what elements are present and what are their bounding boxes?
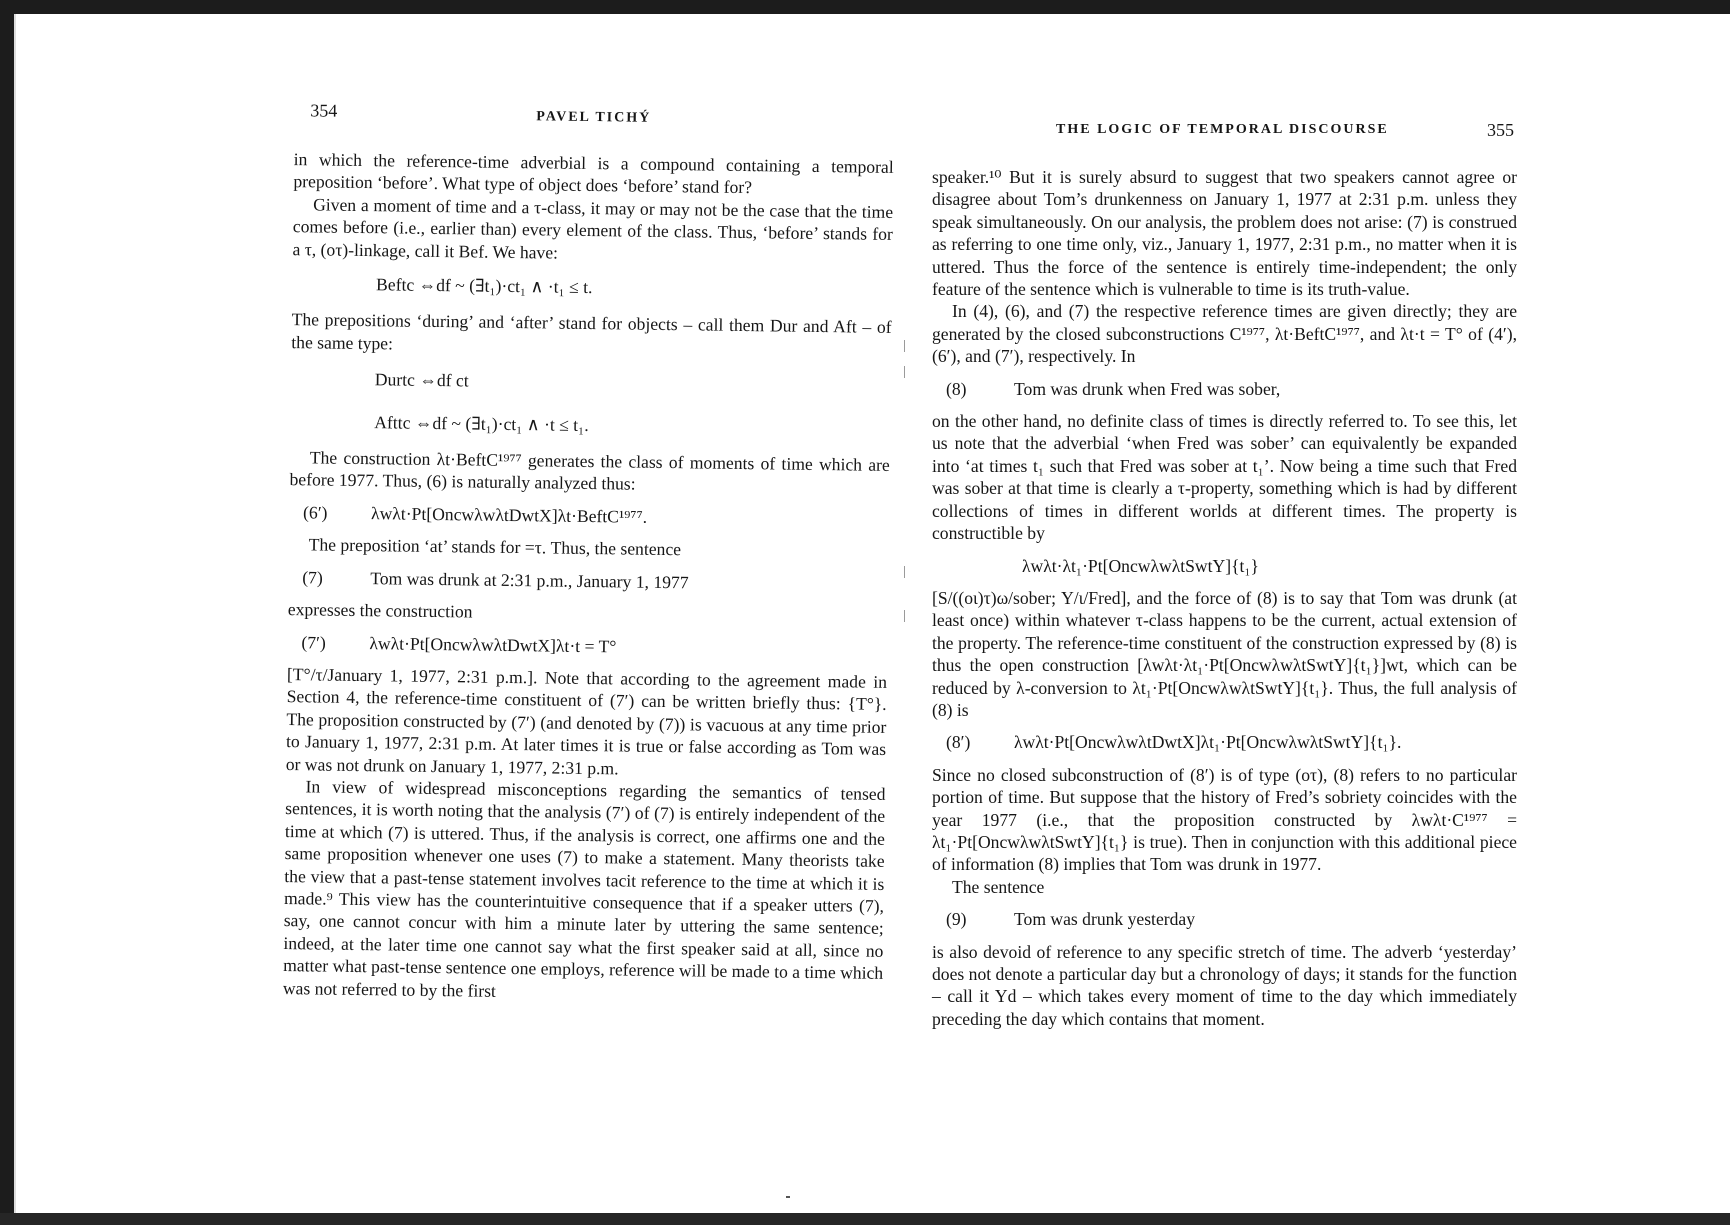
- paragraph: The preposition ‘at’ stands for =τ. Thus, the sentence: [308, 534, 682, 560]
- paragraph: The prepositions ‘during’ and ‘after’ stand for objects – call them Dur and Aft – of the same type:: [291, 309, 892, 354]
- scan-speck: [786, 1196, 790, 1198]
- paragraph: Since no closed subconstruction of (8′) is of type (οτ), (8) refers to no particular portion of time. But suppose that the history of Fred’s sobriety coincides with the year 1977 (i.e., that the proposition constructed by λwλt·C¹⁹⁷⁷ = λt₁·Pt[OncwλwλtSwtY]{t₁} is true). Then in conjunction with this additional piece of information (8) implies that Tom was drunk in 1977.: [932, 764, 1517, 875]
- example-label: (6′): [302, 502, 328, 523]
- example-sentence: Tom was drunk when Fred was sober,: [1014, 378, 1281, 399]
- example-9: [932, 908, 1517, 930]
- paragraph: speaker.¹⁰ But it is surely absurd to suggest that two speakers cannot agree or disagree about Tom’s drunkenness on January 1, 1977 at 2:31 p.m. unless they speak simultaneously. On our analysis, the problem does not arise: (7) is construed as referring to one time only, viz., January 1, 1977, 2:31 p.m., no matter when it is uttered. Thus the force of the sentence is entirely time-independent; the only feature of the sentence which is vulnerable to time is its truth-value.: [932, 167, 1517, 300]
- example-label: (8): [946, 378, 967, 399]
- paragraph: in which the reference-time adverbial is a compound containing a temporal preposition ‘before’. What type of object does ‘before’ stand for?: [293, 149, 894, 198]
- paragraph: on the other hand, no definite class of times is directly referred to. To see this, let us note that the adverbial ‘when Fred was sober’ can equivalently be expanded into ‘at times t₁ such that Fred was sober at t₁’. Now being a time such that Fred was sober at that time is clearly a τ-property, something which is had by different collections of times in different worlds at different times. The property is constructible by: [932, 411, 1517, 544]
- paragraph: [S/((οι)τ)ω/sober; Y/ι/Fred], and the force of (8) is to say that Tom was drunk (at least once) within whatever τ-class happens to be the current, actual extension of the property. The reference-time constituent of the construction expressed by (8) is thus the open construction [λwλt·λt₁·Pt[OncwλwλtSwtY]{t₁}]wt, which can be reduced by λ-conversion to λt₁·Pt[OncwλwλtSwtY]{t₁}. Thus, the full analysis of (8) is: [932, 587, 1517, 720]
- gutter-mark: [904, 340, 905, 352]
- left-text-column: [283, 148, 894, 1007]
- paragraph: is also devoid of reference to any specific stretch of time. The adverb ‘yesterday’ does not denote a particular day but a chronology of days; it stands for the function – call it Yd – which takes every moment of time to the day which immediately preceding the day which contains that moment.: [932, 941, 1517, 1029]
- paragraph: In view of widespread misconceptions regarding the semantics of tensed sentences, it is worth noting that the analysis (7′) of (7) is entirely independent of the time at which (7) is uttered. Thus, if the analysis is correct, one affirms one and the same proposition whenever one uses (7) to make a statement. Many theorists take the view that a past-tense statement involves tacit reference to the time at which it is made.⁹ This view has the counterintuitive consequence that if a speaker utters (7), say, one cannot concur with him a minute later by uttering the same sentence; indeed, at the later time one cannot say what the first speaker said at all, since no matter what past-tense sentence one employs, reference will be made to a time which was not referred to by the first: [282, 776, 886, 1001]
- paragraph: expresses the construction: [287, 599, 473, 622]
- gutter-mark: [904, 366, 905, 378]
- running-head: THE LOGIC OF TEMPORAL DISCOURSE: [1056, 122, 1389, 137]
- example-label: (9): [946, 909, 967, 930]
- example-8: [932, 378, 1517, 400]
- page-number: 355: [1487, 120, 1514, 140]
- example-8prime: [932, 731, 1517, 753]
- formula-dur-definition: Durtc ⇔df ct: [374, 369, 469, 391]
- gutter-mark: [904, 566, 905, 578]
- formula-aft-definition: Afttc ⇔df ~ (∃t₁)·ct₁ ∧ ·t ≤ t₁.: [374, 411, 589, 435]
- example-formula: λwλt·Pt[OncwλwλtDwtX]λt·BeftC¹⁹⁷⁷.: [370, 503, 648, 527]
- example-formula: λwλt·Pt[OncwλwλtDwtX]λt·t = T°: [369, 632, 617, 656]
- paragraph: [T°/τ/January 1, 1977, 2:31 p.m.]. Note that according to the agreement made in Section 4, the reference-time constituent of (7′) can be written briefly thus: {T°}. The proposition constructed by (7′) (and denoted by (7)) is vacuous at any time prior to January 1, 1977, 2:31 p.m. At later times it is true or false according as Tom was or was not drunk on January 1, 1977, 2:31 p.m.: [285, 663, 888, 778]
- paragraph: In (4), (6), and (7) the respective reference times are given directly; they are generated by the closed subconstructions C¹⁹⁷⁷, λt·BeftC¹⁹⁷⁷, and λt·t = T° of (4′), (6′), and (7′), respectively. In: [932, 301, 1517, 367]
- paragraph: Given a moment of time and a τ-class, it may or may not be the case that the time comes before (i.e., earlier than) every element of the class. Thus, ‘before’ stands for a τ, (οτ)-linkage, call it Bef. We have:: [292, 194, 894, 263]
- scan-border-left: [0, 0, 14, 1225]
- example-formula: λwλt·Pt[OncwλwλtDwtX]λt₁·Pt[OncwλwλtSwtY]{t₁}.: [1014, 732, 1402, 753]
- example-7prime: [287, 631, 887, 661]
- scan-edge-shadow: [14, 14, 16, 1213]
- example-7: [288, 566, 888, 596]
- scan-border-bottom: [0, 1213, 1730, 1225]
- paragraph: The sentence: [952, 876, 1045, 897]
- page-number: 354: [310, 100, 338, 121]
- running-head: PAVEL TICHÝ: [536, 109, 652, 126]
- gutter-mark: [904, 610, 905, 622]
- scan-border-top: [0, 0, 1730, 14]
- example-sentence: Tom was drunk yesterday: [1014, 909, 1196, 930]
- example-6prime: [289, 501, 889, 531]
- paragraph: The construction λt·BeftC¹⁹⁷⁷ generates the class of moments of time which are before 1977. Thus, (6) is naturally analyzed thus:: [289, 447, 890, 495]
- right-text-column: [932, 166, 1517, 1030]
- example-label: (7′): [301, 631, 326, 653]
- example-label: (8′): [946, 732, 971, 753]
- formula-bef-definition: Beftc ⇔df ~ (∃t₁)·ct₁ ∧ ·t₁ ≤ t.: [375, 274, 593, 298]
- example-label: (7): [302, 566, 323, 588]
- example-sentence: Tom was drunk at 2:31 p.m., January 1, 1977: [370, 567, 689, 593]
- formula-sober-property: λwλt·λt₁·Pt[OncwλwλtSwtY]{t₁}: [1022, 555, 1259, 576]
